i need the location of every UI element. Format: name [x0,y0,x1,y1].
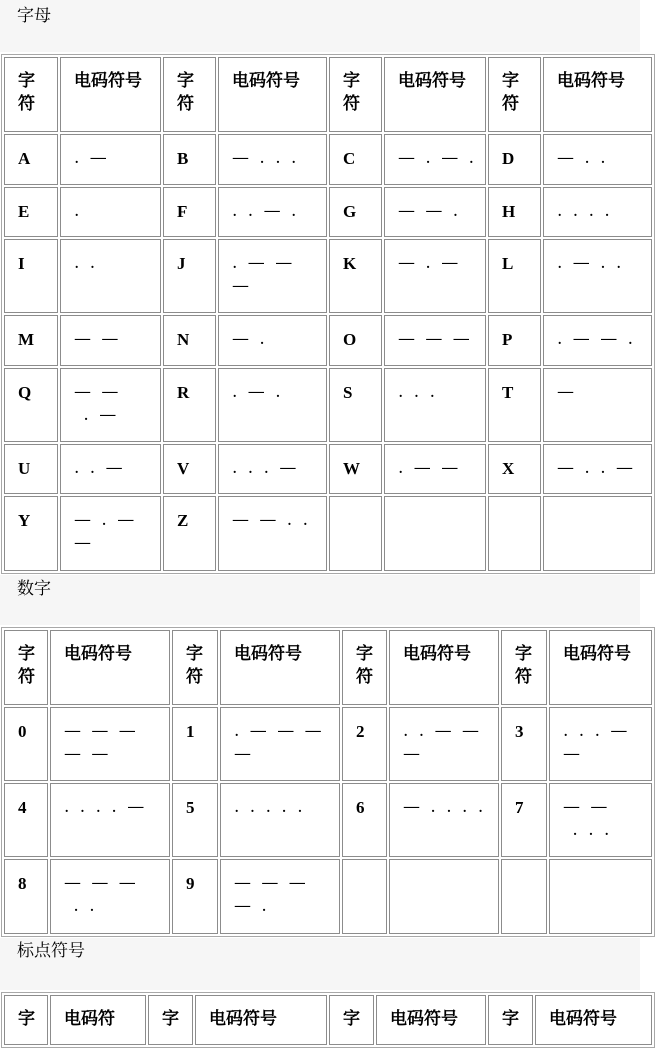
column-header-code: 电码符号 [535,995,652,1045]
column-header-code: 电码符 [50,995,146,1045]
morse-code-cell: — — . . [218,496,327,571]
morse-code-cell: — — — [384,315,486,366]
morse-code-cell: . . — — — [389,707,499,781]
morse-code-cell: . . . . — [50,783,170,857]
column-header-code: 电码符号 [549,630,652,705]
column-header-code: 电码符号 [50,630,170,705]
heading-band [0,938,640,990]
morse-code-cell: . — — . [543,315,652,366]
morse-code-cell: . . — . [218,187,327,237]
char-cell: Z [163,496,216,571]
char-cell: Y [4,496,58,571]
char-cell: F [163,187,216,237]
morse-code-cell: — . . [543,134,652,185]
morse-code-cell: . — . . [543,239,652,313]
column-header-code: 电码符号 [195,995,327,1045]
column-header-char: 字 [329,995,374,1045]
empty-cell [549,859,652,934]
char-cell: B [163,134,216,185]
column-header-code: 电码符号 [60,57,161,132]
char-cell: R [163,368,216,442]
morse-code-cell: — — . [384,187,486,237]
char-cell: W [329,444,382,494]
column-header-char: 字符 [329,57,382,132]
empty-cell [342,859,387,934]
char-cell: K [329,239,382,313]
char-cell: 7 [501,783,547,857]
morse-code-cell: . . [60,239,161,313]
empty-cell [543,496,652,571]
char-cell: 9 [172,859,218,934]
char-cell: O [329,315,382,366]
heading-band [0,575,640,625]
morse-code-cell: . . . — [218,444,327,494]
char-cell: V [163,444,216,494]
char-cell: 3 [501,707,547,781]
column-header-char: 字符 [501,630,547,705]
morse-code-cell: . — — — — [220,707,340,781]
morse-code-cell: . — — — [218,239,327,313]
column-header-code: 电码符号 [389,630,499,705]
char-cell: T [488,368,541,442]
char-cell: 1 [172,707,218,781]
column-header-code: 电码符号 [384,57,486,132]
char-cell: 4 [4,783,48,857]
empty-cell [389,859,499,934]
char-cell: U [4,444,58,494]
morse-code-cell: — . — . [384,134,486,185]
morse-code-cell: — — [60,315,161,366]
morse-code-cell: . . — [60,444,161,494]
char-cell: I [4,239,58,313]
char-cell: E [4,187,58,237]
char-cell: N [163,315,216,366]
char-cell: S [329,368,382,442]
morse-code-cell: . . . [384,368,486,442]
digits-table [1,627,655,937]
morse-code-cell: — — — . . [50,859,170,934]
letters-table [1,54,655,574]
char-cell: G [329,187,382,237]
char-cell: D [488,134,541,185]
morse-code-cell: . — . [218,368,327,442]
column-header-code: 电码符号 [220,630,340,705]
column-header-code: 电码符号 [543,57,652,132]
morse-code-cell: . . . . [543,187,652,237]
column-header-char: 字符 [172,630,218,705]
morse-code-cell: . [60,187,161,237]
char-cell: P [488,315,541,366]
morse-code-cell: — — . — [60,368,161,442]
empty-cell [329,496,382,571]
column-header-char: 字符 [488,57,541,132]
morse-code-cell: — [543,368,652,442]
char-cell: 5 [172,783,218,857]
section-heading-letters: 字母 [17,6,51,26]
morse-code-cell: — . — — [60,496,161,571]
section-heading-punctuation: 标点符号 [17,941,85,961]
char-cell: M [4,315,58,366]
empty-cell [384,496,486,571]
column-header-char: 字符 [342,630,387,705]
char-cell: J [163,239,216,313]
column-header-char: 字 [148,995,193,1045]
morse-code-cell: — . . . [218,134,327,185]
column-header-char: 字符 [4,630,48,705]
morse-code-cell: — . — [384,239,486,313]
punctuation-table [1,992,655,1048]
heading-band [0,0,640,52]
morse-code-cell: — — — — — [50,707,170,781]
char-cell: X [488,444,541,494]
char-cell: A [4,134,58,185]
morse-code-cell: — — — — . [220,859,340,934]
empty-cell [501,859,547,934]
char-cell: Q [4,368,58,442]
morse-code-cell: . — [60,134,161,185]
morse-code-cell: — . [218,315,327,366]
section-heading-digits: 数字 [17,579,51,599]
morse-code-cell: . . . . . [220,783,340,857]
char-cell: C [329,134,382,185]
column-header-char: 字符 [163,57,216,132]
empty-cell [488,496,541,571]
column-header-char: 字 [4,995,48,1045]
char-cell: 8 [4,859,48,934]
char-cell: H [488,187,541,237]
char-cell: 2 [342,707,387,781]
char-cell: L [488,239,541,313]
morse-code-cell: — . . . . [389,783,499,857]
column-header-char: 字符 [4,57,58,132]
morse-code-cell: . — — [384,444,486,494]
morse-code-cell: — — . . . [549,783,652,857]
column-header-char: 字 [488,995,533,1045]
char-cell: 0 [4,707,48,781]
morse-code-cell: — . . — [543,444,652,494]
char-cell: 6 [342,783,387,857]
morse-code-cell: . . . — — [549,707,652,781]
column-header-code: 电码符号 [218,57,327,132]
column-header-code: 电码符号 [376,995,486,1045]
